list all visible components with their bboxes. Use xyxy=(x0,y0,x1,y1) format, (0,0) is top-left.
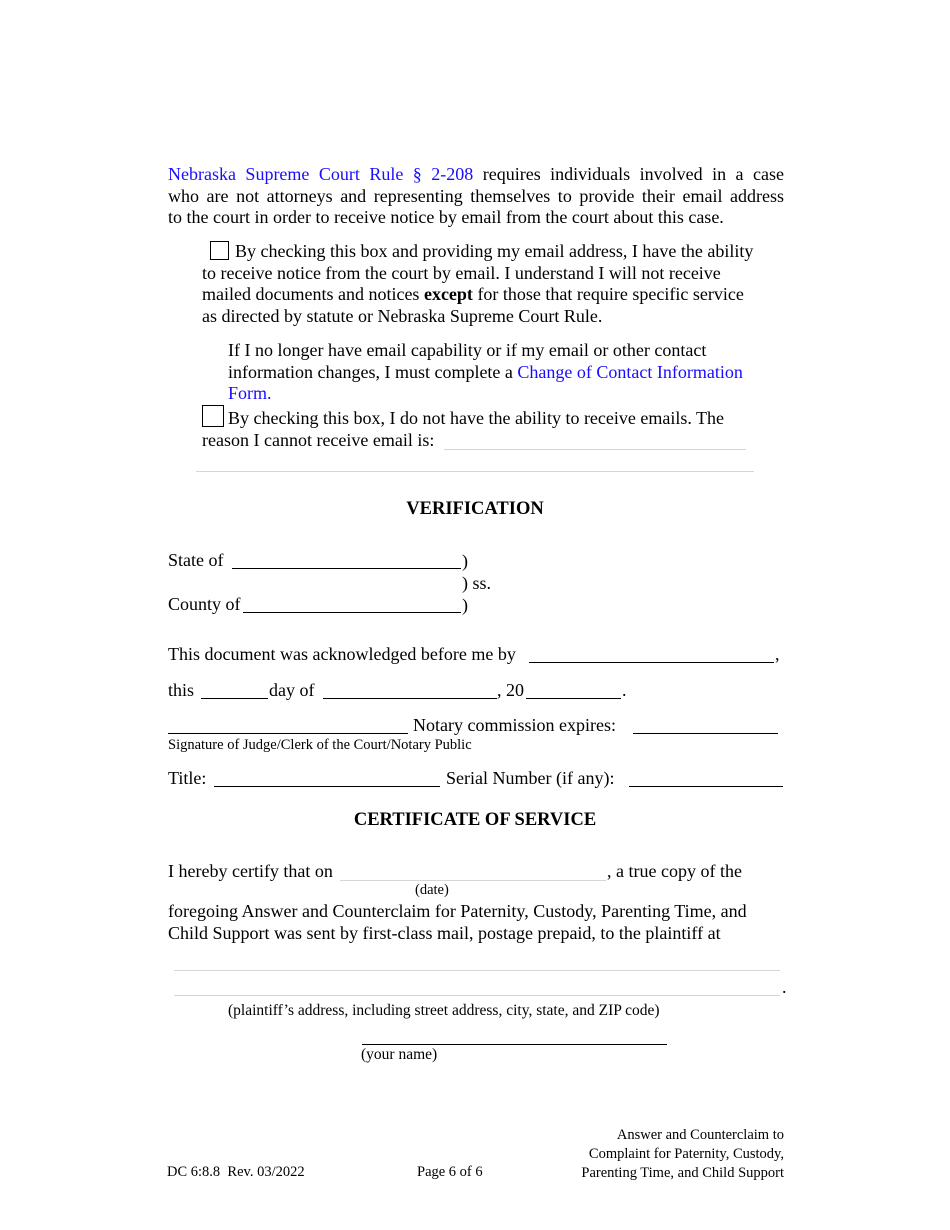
state-field[interactable] xyxy=(232,568,461,569)
address-input-2[interactable] xyxy=(174,995,780,996)
email-option-line-3 xyxy=(202,284,792,306)
address-period: . xyxy=(782,977,787,997)
address-caption: (plaintiff’s address, including street address, city, state, and ZIP code) xyxy=(228,1002,660,1019)
certificate-body xyxy=(168,901,788,944)
certificate-body-line-2: Child Support was sent by first-class mail, postage prepaid, to the plaintiff at xyxy=(168,922,721,943)
serial-label: Serial Number (if any): xyxy=(446,768,615,788)
email-option-line-2: to receive notice from the court by email. I understand I will not receive xyxy=(202,262,721,283)
date-input[interactable] xyxy=(340,880,606,881)
change-contact-link[interactable]: Change of Contact Information xyxy=(517,361,743,382)
ss-label: ) ss. xyxy=(462,573,492,593)
no-email-line-1 xyxy=(202,405,792,430)
address-input-1[interactable] xyxy=(174,970,780,971)
change-contact-paragraph xyxy=(228,340,788,405)
title-field[interactable] xyxy=(214,786,440,787)
no-email-reason-input[interactable] xyxy=(444,449,746,450)
email-option-line-4: as directed by statute or Nebraska Supreme Court Rule. xyxy=(202,305,603,326)
title-label: Title: xyxy=(168,768,207,788)
email-option-text-3a: mailed documents and notices xyxy=(202,284,420,304)
serial-field[interactable] xyxy=(629,786,783,787)
acknowledged-comma: , xyxy=(775,644,780,664)
year-prefix: , 20 xyxy=(497,680,524,700)
change-contact-text: information changes, I must complete a xyxy=(228,361,513,382)
email-option-text-3b: for those that require specific service xyxy=(477,284,744,304)
footer-page-number: Page 6 of 6 xyxy=(417,1164,483,1180)
state-paren: ) xyxy=(462,551,468,571)
no-email-text-1: By checking this box, I do not have the ability to receive emails. The xyxy=(228,408,725,428)
notice-line-2: who are not attorneys and representing themselves to provide their email address xyxy=(168,185,784,206)
change-contact-line-1: If I no longer have email capability or if my email or other contact xyxy=(228,340,707,360)
change-contact-line-2 xyxy=(228,362,788,384)
notice-paragraph xyxy=(168,164,784,229)
date-caption: (date) xyxy=(415,882,449,898)
certificate-heading: CERTIFICATE OF SERVICE xyxy=(353,810,597,830)
day-of-label: day of xyxy=(269,680,315,700)
day-field[interactable] xyxy=(201,698,268,699)
footer-form-id: DC 6:8.8 Rev. 03/2022 xyxy=(167,1164,305,1180)
rule-link[interactable]: Nebraska Supreme Court Rule § 2-208 xyxy=(168,164,474,184)
email-option-line-1 xyxy=(202,241,792,263)
this-label: this xyxy=(168,680,195,700)
state-label: State of xyxy=(168,550,224,570)
footer-title-line-1: Answer and Counterclaim to xyxy=(616,1127,784,1143)
notary-expires-field[interactable] xyxy=(633,733,778,734)
email-option xyxy=(202,241,792,327)
no-email-line-2: reason I cannot receive email is: xyxy=(202,429,435,450)
signature-caption: Signature of Judge/Clerk of the Court/Notary Public xyxy=(168,737,472,753)
your-name-caption: (your name) xyxy=(361,1046,438,1063)
notary-expires-label: Notary commission expires: xyxy=(413,715,616,735)
notice-line-3: to the court in order to receive notice by email from the court about this case. xyxy=(168,207,724,227)
county-field[interactable] xyxy=(243,612,461,613)
no-email-option xyxy=(202,405,792,451)
footer-title-line-3: Parenting Time, and Child Support xyxy=(581,1165,784,1181)
notice-text-1: requires individuals involved in a case xyxy=(482,164,784,184)
no-email-checkbox[interactable] xyxy=(202,405,224,427)
acknowledged-by-field[interactable] xyxy=(529,662,774,663)
email-checkbox[interactable] xyxy=(210,241,229,260)
year-period: . xyxy=(622,680,627,700)
verification-heading: VERIFICATION xyxy=(406,499,544,519)
certify-label: I hereby certify that on xyxy=(168,861,333,881)
no-email-reason-input-2[interactable] xyxy=(196,471,754,472)
county-label: County of xyxy=(168,594,241,614)
change-contact-link-form[interactable]: Form. xyxy=(228,383,272,403)
email-option-text-1: By checking this box and providing my email address, I have the ability xyxy=(235,241,754,261)
footer-title xyxy=(581,1126,784,1183)
footer-title-line-2: Complaint for Paternity, Custody, xyxy=(588,1146,784,1162)
except-bold: except xyxy=(423,284,473,304)
signature-field[interactable] xyxy=(168,733,408,734)
year-field[interactable] xyxy=(526,698,621,699)
certificate-body-line-1: foregoing Answer and Counterclaim for Paternity, Custody, Parenting Time, and xyxy=(168,901,747,921)
your-name-field[interactable] xyxy=(362,1044,667,1045)
notice-line-1 xyxy=(168,164,784,186)
county-paren: ) xyxy=(462,595,468,615)
acknowledged-text: This document was acknowledged before me by xyxy=(168,644,516,664)
month-field[interactable] xyxy=(323,698,497,699)
certify-suffix: , a true copy of the xyxy=(607,861,742,881)
